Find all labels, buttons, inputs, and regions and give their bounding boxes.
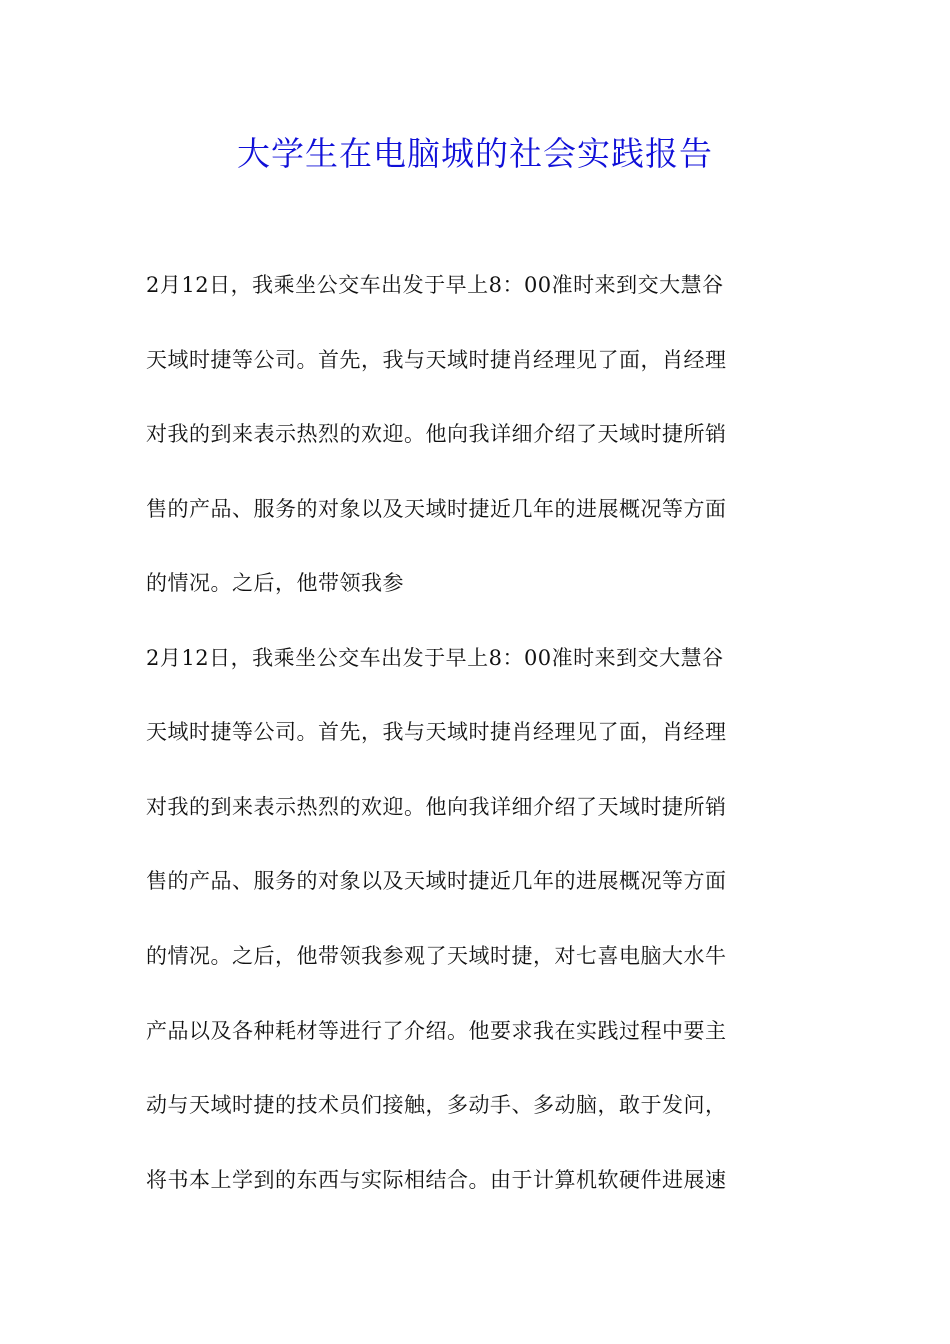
paragraph-1-line-1: 2月12日，我乘坐公交车出发于早上8：00准时来到交大慧谷: [146, 273, 724, 297]
paragraph-2-line-2: 天域时捷等公司。首先，我与天域时捷肖经理见了面，肖经理: [146, 720, 727, 744]
paragraph-2-line-5: 的情况。之后，他带领我参观了天域时捷，对七喜电脑大水牛: [146, 944, 727, 968]
paragraph-2-line-1: 2月12日，我乘坐公交车出发于早上8：00准时来到交大慧谷: [146, 646, 724, 670]
paragraph-2-line-7: 动与天域时捷的技术员们接触，多动手、多动脑，敢于发问，: [146, 1093, 727, 1117]
paragraph-2-line-6: 产品以及各种耗材等进行了介绍。他要求我在实践过程中要主: [146, 1019, 727, 1043]
paragraph-1-line-4: 售的产品、服务的对象以及天域时捷近几年的进展概况等方面: [146, 497, 727, 521]
paragraph-1-line-2: 天域时捷等公司。首先，我与天域时捷肖经理见了面，肖经理: [146, 348, 727, 372]
document-title: 大学生在电脑城的社会实践报告: [237, 134, 713, 173]
paragraph-1-line-5: 的情况。之后，他带领我参: [146, 571, 404, 595]
paragraph-2-line-3: 对我的到来表示热烈的欢迎。他向我详细介绍了天域时捷所销: [146, 795, 727, 819]
paragraph-1-line-3: 对我的到来表示热烈的欢迎。他向我详细介绍了天域时捷所销: [146, 422, 727, 446]
paragraph-2-line-4: 售的产品、服务的对象以及天域时捷近几年的进展概况等方面: [146, 869, 727, 893]
paragraph-2-line-8: 将书本上学到的东西与实际相结合。由于计算机软硬件进展速: [146, 1168, 727, 1192]
